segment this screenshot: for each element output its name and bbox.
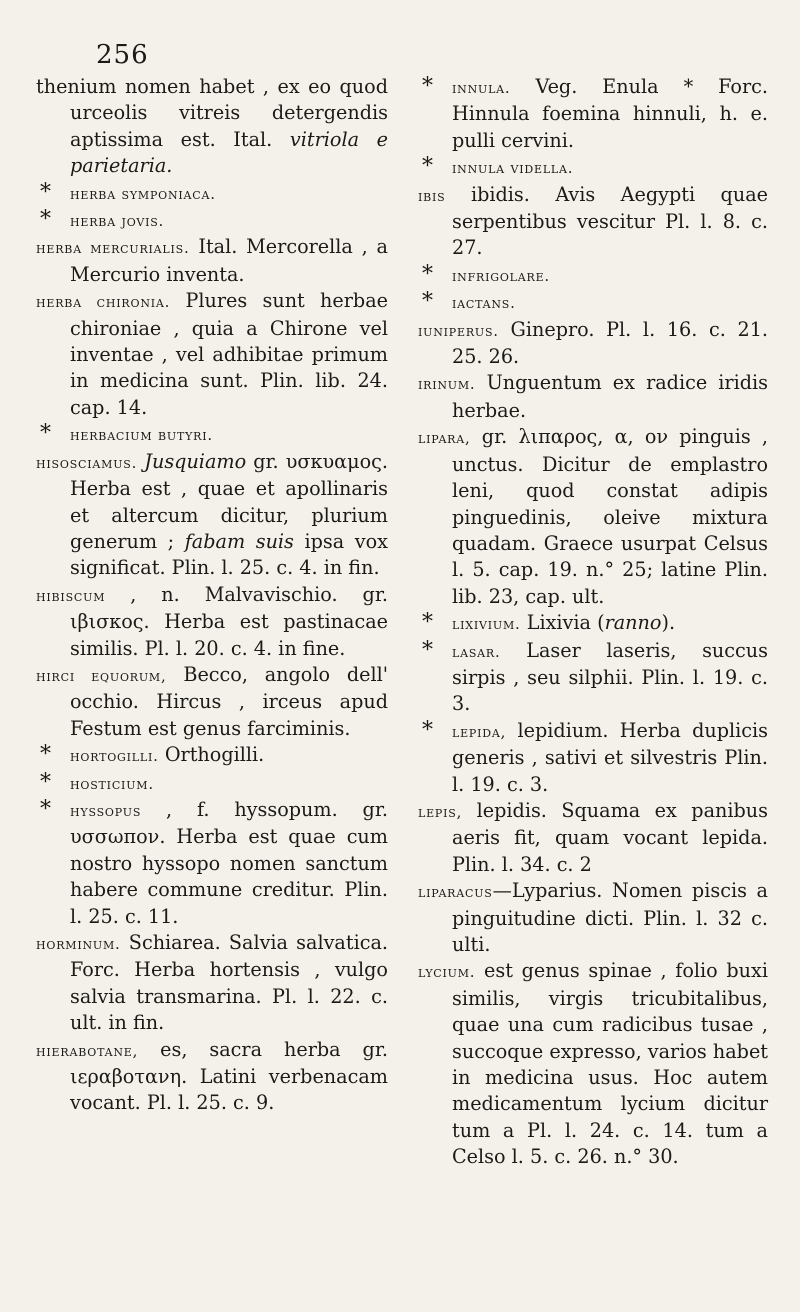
- entry-lycium: lycium. est genus spinae , folio buxi similis, virgis tricubitalibus, quae una cum radicibus tusae , succoque expresso, varios habet in medicina usus. Hoc autem medicamentum lycium dicitur tum a Pl. l. 24. c. 14. tum a Celso l. 5. c. 26. n.° 30.: [418, 959, 769, 1169]
- headword: horminum.: [36, 935, 121, 953]
- entry-herba-jovis: * herba jovis.: [40, 207, 165, 233]
- headword: iactans.: [452, 294, 516, 313]
- headword: herbacium butyri.: [70, 426, 213, 445]
- entry-lasar: * lasar. Laser laseris, succus sirpis , seu silphii. Plin. l. 19. c. 3.: [422, 637, 768, 716]
- entry-herba-symponiaca: * herba symponiaca.: [40, 179, 216, 205]
- entry-liparacus: liparacus—Lyparius. Nomen piscis a pinguitudine dicti. Plin. l. 32 c. ulti.: [418, 879, 768, 956]
- headword: lasar.: [452, 642, 501, 661]
- headword: lepida,: [452, 722, 507, 741]
- headword: innula.: [452, 79, 511, 97]
- headword: innula vidella.: [452, 159, 574, 178]
- headword: infrigolare.: [452, 266, 550, 285]
- entry-lepis: lepis, lepidis. Squama ex panibus aeris fit, quam vocant lepida. Plin. l. 34. c. 2: [418, 798, 768, 876]
- headword: hierabotane,: [36, 1041, 139, 1060]
- headword: herba mercurialis.: [36, 239, 190, 258]
- entry-hyssopus: * hyssopus , f. hyssopum. gr. υσσωπον. Herba est quae cum nostro hyssopo nomen sanctum habere commune creditur. Plin. l. 25. c. 11.: [40, 796, 388, 928]
- headword: hirci equorum,: [36, 666, 167, 685]
- headword: hosticium.: [70, 774, 154, 793]
- entry-iactans: * iactans.: [422, 289, 516, 315]
- entry-innula-videlia: * innula vidella.: [422, 154, 574, 180]
- headword: herba jovis.: [70, 212, 165, 231]
- headword: lixivium.: [452, 615, 521, 634]
- headword: lipara,: [418, 429, 471, 448]
- entry-lepida: * lepida, lepidium. Herba duplicis generis , sativi et silvestris Plin. l. 19. c. 3.: [422, 717, 768, 796]
- right-column: [418, 74, 768, 1171]
- entry-thenium: thenium nomen habet , ex eo quod urceolis vitreis detergendis aptissima est. Ital. vitriola e parietaria.: [36, 75, 388, 178]
- entry-herba-chironia: herba chironia. Plures sunt herbae chironiae , quia a Chirone vel inventae , vel adhibitae primum in medicina sunt. Plin. lib. 24. cap. 14.: [36, 289, 388, 419]
- entry-horminum: horminum. Schiarea. Salvia salvatica. Forc. Herba hortensis , vulgo salvia transmarina. Pl. l. 22. c. ult. in fin.: [36, 931, 388, 1035]
- entry-infrigolare: * infrigolare.: [422, 261, 550, 287]
- entry-herba-mercurialis: herba mercurialis. Ital. Mercorella , a Mercurio inventa.: [36, 235, 388, 286]
- entry-lipara: lipara, gr. λιπαρος, α, ον pinguis , unctus. Dicitur de emplastro leni, quod constat adipis pinguedinis, oleive mixtura quadam. Graece usurpat Celsus l. 5. cap. 19. n.° 25; latine Plin. lib. 23, cap. ult.: [418, 425, 768, 608]
- entry-hosticium: * hosticium.: [40, 769, 154, 795]
- entry-hisosciamus: hisosciamus. Jusquiamo gr. υσκυαμος. Herba est , quae et apollinaris et altercum dicitur, plurium generum ; fabam suis ipsa vox significat. Plin. l. 25. c. 4. in fin.: [36, 449, 388, 580]
- entry-innula: * innula. Veg. Enula * Forc. Hinnula foemina hinnuli, h. e. pulli cervini.: [422, 74, 768, 152]
- headword: iuniperus.: [418, 321, 499, 340]
- headword: ibis: [418, 186, 446, 205]
- entry-ibis: ibis ibidis. Avis Aegypti quae serpentibus vescitur Pl. l. 8. c. 27.: [418, 182, 768, 260]
- headword: hibiscum: [36, 586, 106, 605]
- headword: lepis,: [418, 802, 463, 821]
- entry-hibiscum: hibiscum , n. Malvavischio. gr. ιβισκος. Herba est pastinacae similis. Pl. l. 20. c. 4. in fine.: [36, 582, 388, 660]
- headword: hyssopus: [70, 801, 142, 820]
- headword: irinum.: [418, 375, 476, 394]
- entry-iuniperus: iuniperus. Ginepro. Pl. l. 16. c. 21. 25. 26.: [418, 317, 768, 369]
- entry-hortogilli: * hortogilli. Orthogilli.: [40, 742, 265, 768]
- headword: lycium.: [418, 963, 476, 982]
- headword: hortogilli.: [70, 747, 159, 766]
- entry-hirci-equorum: hirci equorum, Becco, angolo dell' occhio. Hircus , irceus apud Festum est genus farciminis.: [36, 662, 389, 740]
- page-number: 256: [96, 40, 149, 70]
- headword: hisosciamus.: [36, 453, 138, 472]
- headword: herba chironia.: [36, 293, 171, 312]
- entry-herbacium-butyri: * herbacium butyri.: [40, 421, 213, 447]
- left-column: [36, 74, 388, 1117]
- headword: liparacus: [418, 883, 493, 902]
- entry-lixivium: * lixivium. Lixivia (ranno).: [422, 610, 676, 636]
- headword: herba symponiaca.: [70, 184, 216, 203]
- entry-hierabotane: hierabotane, es, sacra herba gr. ιεραβοτανη. Latini verbenacam vocant. Pl. l. 25. c. 9.: [36, 1037, 388, 1115]
- entry-irinum: irinum. Unguentum ex radice iridis herbae.: [418, 371, 768, 422]
